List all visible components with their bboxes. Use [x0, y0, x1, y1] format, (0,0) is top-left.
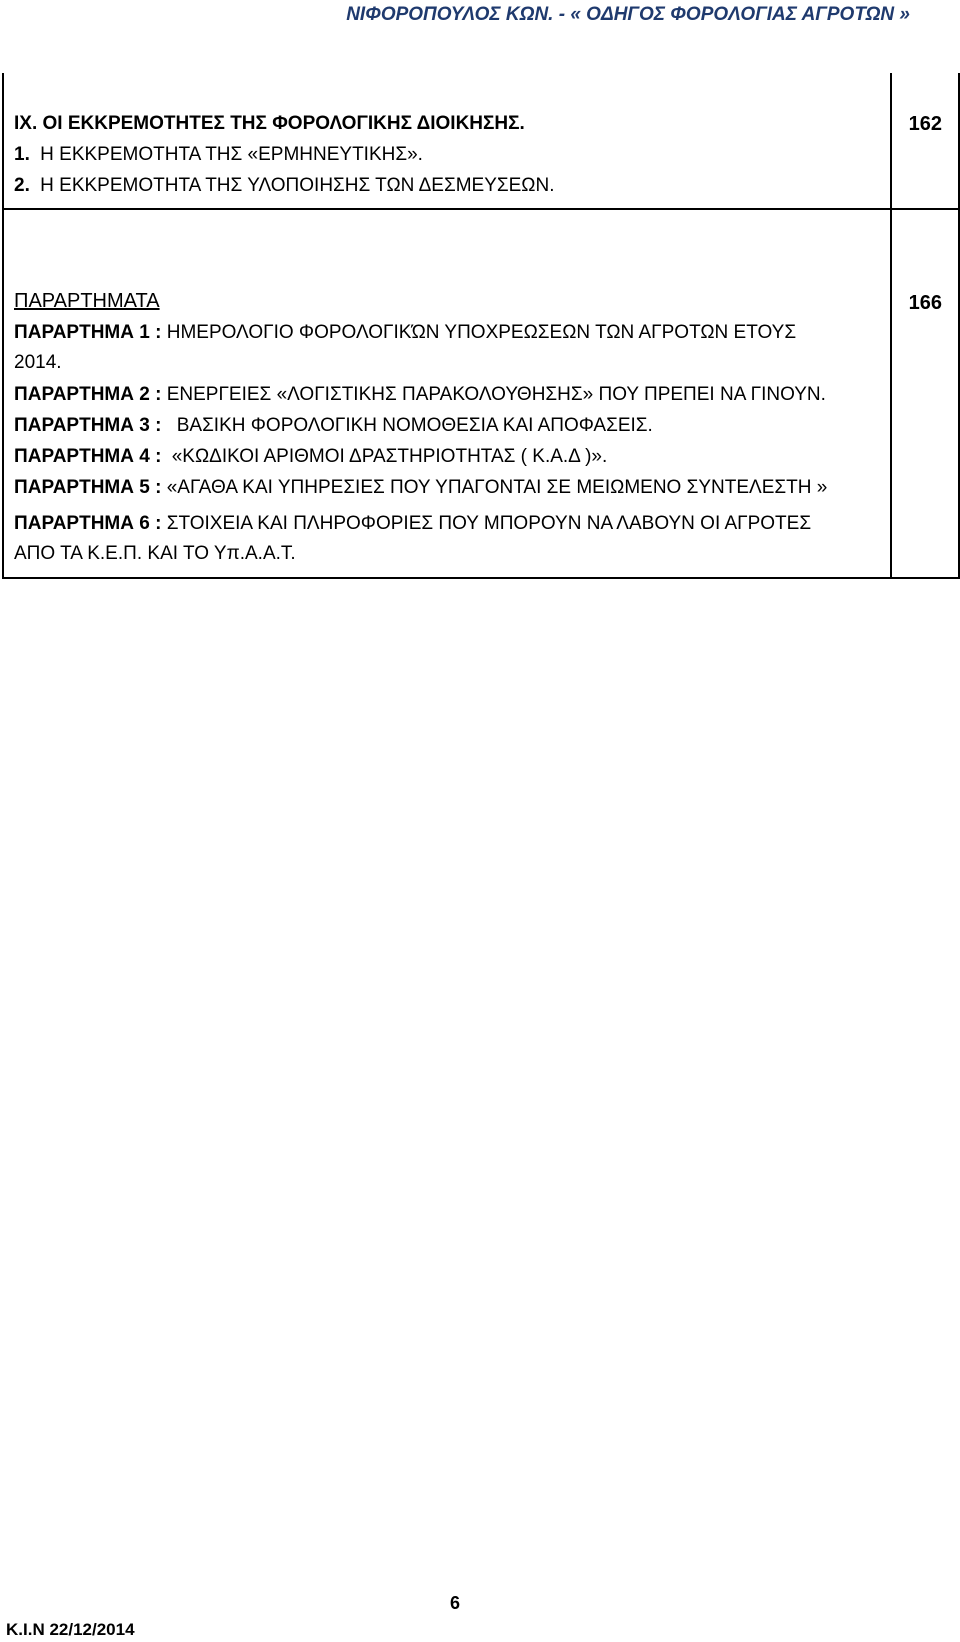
footer-date: K.I.N 22/12/2014: [6, 1620, 135, 1639]
appendix-label: ΠΑΡΑΡΤΗΜΑ 2 :: [14, 384, 162, 405]
appendix-3[interactable]: [14, 414, 653, 438]
item-text: Η ΕΚΚΡΕΜΟΤΗΤΑ ΤΗΣ ΥΛΟΠΟΙΗΣΗΣ ΤΩΝ ΔΕΣΜΕΥΣΕΩΝ.: [40, 175, 555, 196]
section-ix-title[interactable]: ΙΧ. ΟΙ ΕΚΚΡΕΜΟΤΗΤΕΣ ΤΗΣ ΦΟΡΟΛΟΓΙΚΗΣ ΔΙΟΙΚΗΣΗΣ.: [14, 113, 525, 134]
bottom-border: [2, 577, 960, 579]
appendix-6[interactable]: [14, 512, 811, 536]
column-divider: [890, 73, 892, 579]
document-header-title: ΝΙΦΟΡΟΠΟΥΛΟΣ ΚΩΝ. - « ΟΔΗΓΟΣ ΦΟΡΟΛΟΓΙΑΣ ΑΓΡΟΤΩΝ »: [346, 4, 910, 25]
appendix-1-continued: 2014.: [14, 352, 62, 373]
section-ix-item-1[interactable]: [14, 143, 423, 167]
appendix-5[interactable]: [14, 476, 827, 500]
appendices-title[interactable]: ΠΑΡΑΡΤΗΜΑΤΑ: [14, 290, 160, 312]
appendix-label: ΠΑΡΑΡΤΗΜΑ 1 :: [14, 322, 162, 343]
section-ix-page-number: 162: [908, 113, 942, 135]
appendix-text: ΕΝΕΡΓΕΙΕΣ «ΛΟΓΙΣΤΙΚΗΣ ΠΑΡΑΚΟΛΟΥΘΗΣΗΣ» ΠΟΥ ΠΡΕΠΕΙ ΝΑ ΓΙΝΟΥΝ.: [166, 384, 826, 405]
appendix-label: ΠΑΡΑΡΤΗΜΑ 5 :: [14, 477, 162, 498]
appendix-label: ΠΑΡΑΡΤΗΜΑ 6 :: [14, 513, 162, 534]
page-number: 6: [449, 1593, 460, 1613]
appendix-text: ΗΜΕΡΟΛΟΓΙΟ ΦΟΡΟΛΟΓΙΚΏΝ ΥΠΟΧΡΕΩΣΕΩΝ ΤΩΝ ΑΓΡΟΤΩΝ ΕΤΟΥΣ: [166, 322, 797, 343]
appendix-text: ΣΤΟΙΧΕΙΑ ΚΑΙ ΠΛΗΡΟΦΟΡΙΕΣ ΠΟΥ ΜΠΟΡΟΥΝ ΝΑ ΛΑΒΟΥΝ ΟΙ ΑΓΡΟΤΕΣ: [166, 513, 812, 534]
appendix-label: ΠΑΡΑΡΤΗΜΑ 4 :: [14, 446, 162, 467]
table-of-contents: [2, 73, 960, 579]
section-divider: [2, 208, 960, 210]
item-text: Η ΕΚΚΡΕΜΟΤΗΤΑ ΤΗΣ «ΕΡΜΗΝΕΥΤΙΚΗΣ».: [40, 144, 423, 165]
appendix-text: «ΚΩΔΙΚΟΙ ΑΡΙΘΜΟΙ ΔΡΑΣΤΗΡΙΟΤΗΤΑΣ ( Κ.Α.Δ )».: [171, 446, 608, 467]
appendix-text: ΒΑΣΙΚΗ ΦΟΡΟΛΟΓΙΚΗ ΝΟΜΟΘΕΣΙΑ ΚΑΙ ΑΠΟΦΑΣΕΙΣ.: [176, 415, 653, 436]
appendix-text: «ΑΓΑΘΑ ΚΑΙ ΥΠΗΡΕΣΙΕΣ ΠΟΥ ΥΠΑΓΟΝΤΑΙ ΣΕ ΜΕΙΩΜΕΝΟ ΣΥΝΤΕΛΕΣΤΗ »: [166, 477, 828, 498]
appendix-2[interactable]: [14, 383, 826, 407]
appendix-1[interactable]: [14, 321, 796, 345]
appendix-6-continued: ΑΠΟ ΤΑ Κ.Ε.Π. ΚΑΙ ΤΟ Υπ.Α.Α.Τ.: [14, 543, 296, 564]
item-number: 1.: [14, 144, 30, 165]
appendices-page-number: 166: [908, 292, 942, 314]
left-border: [2, 73, 4, 579]
section-ix-item-2[interactable]: [14, 174, 555, 198]
appendix-4[interactable]: [14, 445, 607, 469]
item-number: 2.: [14, 175, 30, 196]
appendix-label: ΠΑΡΑΡΤΗΜΑ 3 :: [14, 415, 162, 436]
